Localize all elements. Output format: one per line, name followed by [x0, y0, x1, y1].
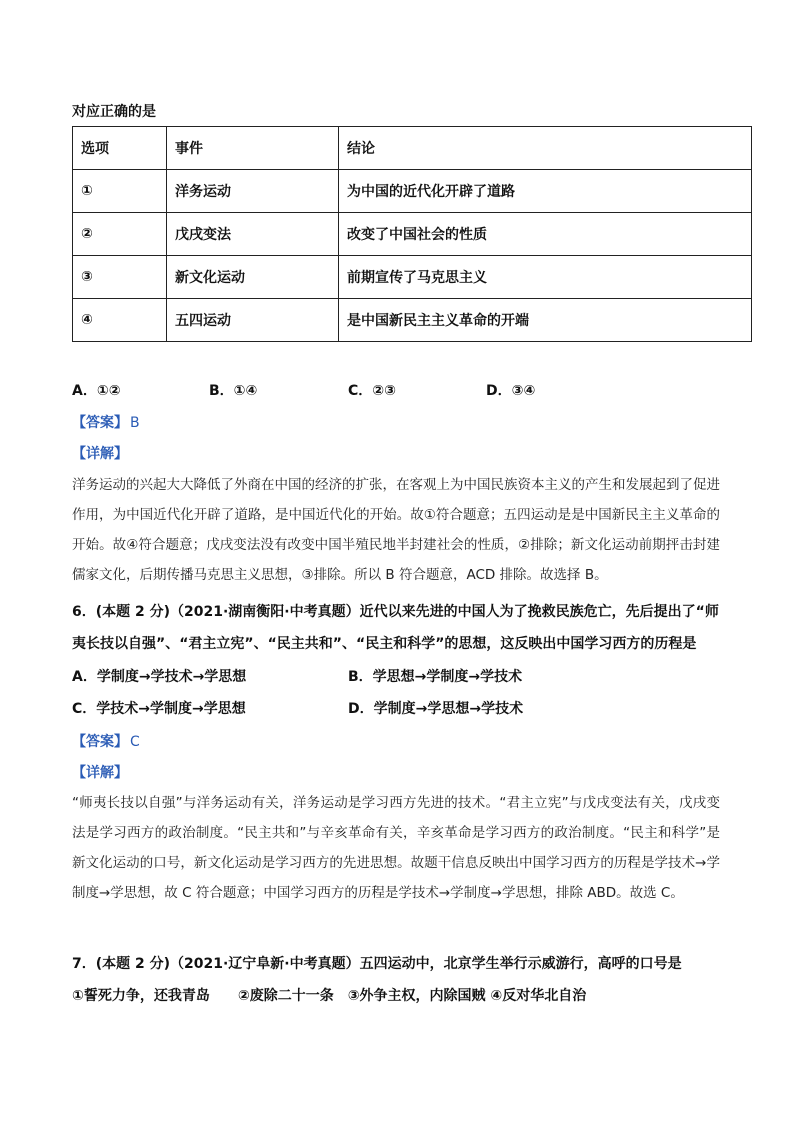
- q6-explanation: “师夷长技以自强”与洋务运动有关，洋务运动是学习西方先进的技术。“君主立宪”与戊戌变法有关，戊戌变法是学习西方的政治制度。“民主共和”与辛亥革命有关，辛亥革命是学习西方的政治制度。“民主和科学”是新文化运动的口号，新文化运动是学习西方的先进思想。故题干信息反映出中国学习西方的历程是学技术→学制度→学思想，故 C 符合题意；中国学习西方的历程是学技术→学制度→学思想，排除 ABD。故选 C。: [72, 795, 720, 901]
- cell-event: 洋务运动: [167, 170, 339, 213]
- table-row: [73, 256, 752, 299]
- cell-event: 五四运动: [167, 299, 339, 342]
- table-row: [73, 299, 752, 342]
- cell-option: ④: [73, 299, 167, 342]
- q6-option-b: B．学思想→学制度→学技术: [348, 669, 523, 685]
- answer-label: 【答案】: [72, 734, 128, 750]
- cell-option: ③: [73, 256, 167, 299]
- header-event: 事件: [167, 127, 339, 170]
- q5-option-a: A．①②: [72, 383, 121, 399]
- cell-option: ①: [73, 170, 167, 213]
- q6-option-a: A．学制度→学技术→学思想: [72, 669, 247, 685]
- table-row: [73, 213, 752, 256]
- q5-explanation: 洋务运动的兴起大大降低了外商在中国的经济的扩张，在客观上为中国民族资本主义的产生和发展起到了促进作用，为中国近代化开辟了道路，是中国近代化的开始。故①符合题意；五四运动是是中国新民主主义革命的开始。故④符合题意；戊戌变法没有改变中国半殖民地半封建社会的性质，②排除；新文化运动前期抨击封建儒家文化，后期传播马克思主义思想，③排除。所以 B 符合题意，ACD 排除。故选择 B。: [72, 477, 720, 583]
- cell-conclusion: 改变了中国社会的性质: [339, 213, 752, 256]
- answer-value: C: [130, 734, 140, 750]
- answer-value: B: [130, 415, 140, 431]
- header-conclusion: 结论: [339, 127, 752, 170]
- q6-option-c: C．学技术→学制度→学思想: [72, 701, 246, 717]
- table-row: [73, 170, 752, 213]
- q6-detail-label: 【详解】: [72, 765, 128, 781]
- answer-label: 【答案】: [72, 415, 128, 431]
- cell-option: ②: [73, 213, 167, 256]
- header-option: 选项: [73, 127, 167, 170]
- cell-event: 戊戌变法: [167, 213, 339, 256]
- comparison-table: [72, 126, 752, 342]
- cell-event: 新文化运动: [167, 256, 339, 299]
- q5-answer: [72, 412, 140, 432]
- q5-option-c: C．②③: [348, 383, 396, 399]
- q6-answer: [72, 731, 140, 751]
- cell-conclusion: 为中国的近代化开辟了道路: [339, 170, 752, 213]
- q5-option-b: B．①④: [209, 383, 258, 399]
- cell-conclusion: 前期宣传了马克思主义: [339, 256, 752, 299]
- q6-option-d: D．学制度→学思想→学技术: [348, 701, 524, 717]
- intro-text: 对应正确的是: [72, 104, 156, 120]
- q7-stem: 7．(本题 2 分)（2021·辽宁阜新·中考真题）五四运动中，北京学生举行示威游行，高呼的口号是: [72, 956, 682, 972]
- table-header-row: [73, 127, 752, 170]
- q7-items: ①誓死力争，还我青岛 ②废除二十一条 ③外争主权，内除国贼 ④反对华北自治: [72, 988, 587, 1004]
- q5-detail-label: 【详解】: [72, 446, 128, 462]
- q5-option-d: D．③④: [486, 383, 536, 399]
- q6-stem: 6．(本题 2 分)（2021·湖南衡阳·中考真题）近代以来先进的中国人为了挽救民族危亡，先后提出了“师夷长技以自强”、“君主立宪”、“民主共和”、“民主和科学”的思想，这反映出中国学习西方的历程是: [72, 604, 719, 652]
- cell-conclusion: 是中国新民主主义革命的开端: [339, 299, 752, 342]
